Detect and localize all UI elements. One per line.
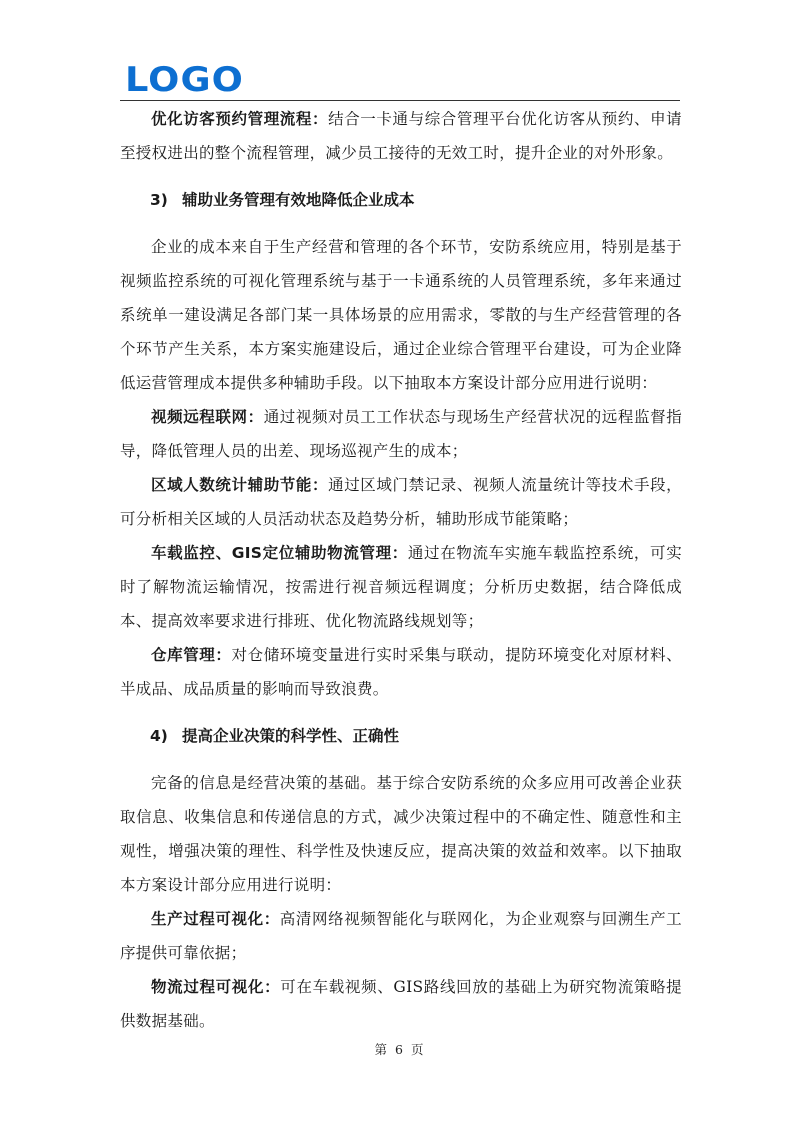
heading-text: 提高企业决策的科学性、正确性 <box>182 727 400 745</box>
paragraph-text: 完备的信息是经营决策的基础。基于综合安防系统的众多应用可改善企业获取信息、收集信息和传递信息的方式，减少决策过程中的不确定性、随意性和主观性，增强决策的理性、科学性及快速反应，提高决策的效益和效率。以下抽取本方案设计部分应用进行说明： <box>120 774 682 894</box>
header-divider <box>120 100 680 101</box>
paragraph-cost-intro <box>120 230 682 400</box>
heading-number: 3) <box>150 191 168 209</box>
paragraph-lead: 区域人数统计辅助节能： <box>151 476 329 494</box>
paragraph-lead: 仓库管理： <box>151 646 232 664</box>
paragraph-text: 可在车载视频、GIS路线回放的基础上为研究物流策略提供数据基础。 <box>120 978 682 1030</box>
paragraph-text: 通过在物流车实施车载监控系统，可实时了解物流运输情况，按需进行视音频远程调度；分析历史数据，结合降低成本、提高效率要求进行排班、优化物流路线规划等； <box>120 544 682 630</box>
paragraph-text: 高清网络视频智能化与联网化，为企业观察与回溯生产工序提供可靠依据； <box>120 910 682 962</box>
paragraph-people-count <box>120 468 682 536</box>
section-heading-3 <box>120 170 682 230</box>
paragraph-warehouse <box>120 638 682 706</box>
paragraph-lead: 优化访客预约管理流程： <box>151 110 329 128</box>
paragraph-logistics-visual <box>120 970 682 1038</box>
paragraph-vehicle-gis <box>120 536 682 638</box>
paragraph-lead: 物流过程可视化： <box>151 978 281 996</box>
section-heading-4 <box>120 706 682 766</box>
paragraph-text: 对仓储环境变量进行实时采集与联动，提防环境变化对原材料、半成品、成品质量的影响而导致浪费。 <box>120 646 682 698</box>
paragraph-text: 通过区域门禁记录、视频人流量统计等技术手段，可分析相关区域的人员活动状态及趋势分析，辅助形成节能策略； <box>120 476 682 528</box>
paragraph-video-remote <box>120 400 682 468</box>
logo: LOGO <box>125 60 244 100</box>
paragraph-text: 结合一卡通与综合管理平台优化访客从预约、申请至授权进出的整个流程管理，减少员工接待的无效工时，提升企业的对外形象。 <box>120 110 682 162</box>
paragraph-lead: 车载监控、GIS定位辅助物流管理： <box>151 544 408 562</box>
paragraph-decision-intro <box>120 766 682 902</box>
paragraph-text: 通过视频对员工工作状态与现场生产经营状况的远程监督指导，降低管理人员的出差、现场巡视产生的成本； <box>120 408 682 460</box>
paragraph-lead: 视频远程联网： <box>151 408 264 426</box>
heading-number: 4) <box>150 727 168 745</box>
paragraph-visitor-management <box>120 102 682 170</box>
paragraph-production-visual <box>120 902 682 970</box>
paragraph-lead: 生产过程可视化： <box>151 910 280 928</box>
heading-text: 辅助业务管理有效地降低企业成本 <box>182 191 415 209</box>
document-body <box>120 102 682 1038</box>
page-number: 第 6 页 <box>374 1042 426 1057</box>
paragraph-text: 企业的成本来自于生产经营和管理的各个环节，安防系统应用，特别是基于视频监控系统的可视化管理系统与基于一卡通系统的人员管理系统，多年来通过系统单一建设满足各部门某一具体场景的应用需求，零散的与生产经营管理的各个环节产生关系，本方案实施建设后，通过企业综合管理平台建设，可为企业降低运营管理成本提供多种辅助手段。以下抽取本方案设计部分应用进行说明： <box>120 238 682 392</box>
